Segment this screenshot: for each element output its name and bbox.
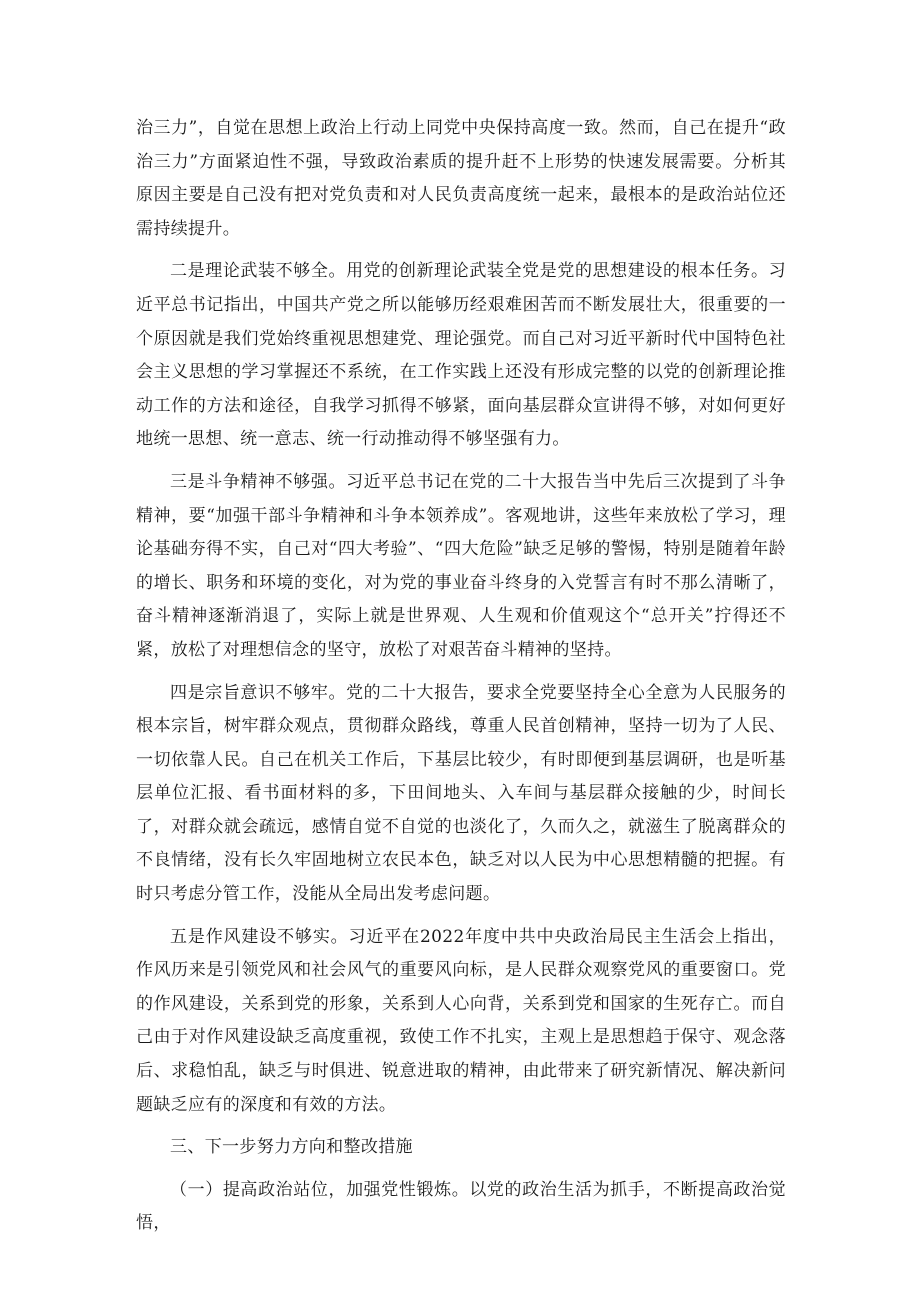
paragraph-struggle: 三是斗争精神不够强。习近平总书记在党的二十大报告当中先后三次提到了斗争精神，要“加强干部斗争精神和斗争本领养成”。客观地讲，这些年来放松了学习，理论基础夯得不实，自己对“四大考验”、“四大危险”缺乏足够的警惕，特别是随着年龄的增长、职务和环境的变化，对为党的事业奋斗终身的入党誓言有时不那么清晰了，奋斗精神逐渐消退了，实际上就是世界观、人生观和价值观这个“总开关”拧得还不紧，放松了对理想信念的坚守，放松了对艰苦奋斗精神的坚持。 [136,471,786,660]
paragraph-theory: 二是理论武装不够全。用党的创新理论武装全党是党的思想建设的根本任务。习近平总书记指出，中国共产党之所以能够历经艰难困苦而不断发展壮大，很重要的一个原因就是我们党始终重视思想建党、理论强党。而自己对习近平新时代中国特色社会主义思想的学习掌握还不系统，在工作实践上还没有形成完整的以党的创新理论推动工作的方法和途径，自我学习抓得不够紧，面向基层群众宣讲得不够，对如何更好地统一思想、统一意志、统一行动推动得不够坚强有力。 [136,261,786,450]
paragraph-measure-one: （一）提高政治站位，加强党性锻炼。以党的政治生活为抓手，不断提高政治觉悟， [136,1179,786,1234]
paragraph-purpose: 四是宗旨意识不够牢。党的二十大报告，要求全党要坚持全心全意为人民服务的根本宗旨，树牢群众观点，贯彻群众路线，尊重人民首创精神，坚持一切为了人民、一切依靠人民。自己在机关工作后，下基层比较少，有时即便到基层调研，也是听基层单位汇报、看书面材料的多，下田间地头、入车间与基层群众接触的少，时间长了，对群众就会疏远，感情自觉不自觉的也淡化了，久而久之，就滋生了脱离群众的不良情绪，没有长久牢固地树立农民本色，缺乏对以人民为中心思想精髓的把握。有时只考虑分管工作，没能从全局出发考虑问题。 [136,682,786,905]
document-body [136,112,786,1241]
paragraph-style: 五是作风建设不够实。习近平在2022年度中共中央政治局民主生活会上指出，作风历来是引领党风和社会风气的重要风向标，是人民群众观察党风的重要窗口。党的作风建设，关系到党的形象，关系到人心向背，关系到党和国家的生死存亡。而自己由于对作风建设缺乏高度重视，致使工作不扎实，主观上是思想趋于保守、观念落后、求稳怕乱，缺乏与时俱进、锐意进取的精神，由此带来了研究新情况、解决新问题缺乏应有的深度和有效的方法。 [136,926,786,1115]
paragraph-continuation: 治三力”，自觉在思想上政治上行动上同党中央保持高度一致。然而，自己在提升“政治三力”方面紧迫性不强，导致政治素质的提升赶不上形势的快速发展需要。分析其原因主要是自己没有把对党负责和对人民负责高度统一起来，最根本的是政治站位还需持续提升。 [136,118,786,239]
section-heading: 三、下一步努力方向和整改措施 [170,1137,413,1158]
